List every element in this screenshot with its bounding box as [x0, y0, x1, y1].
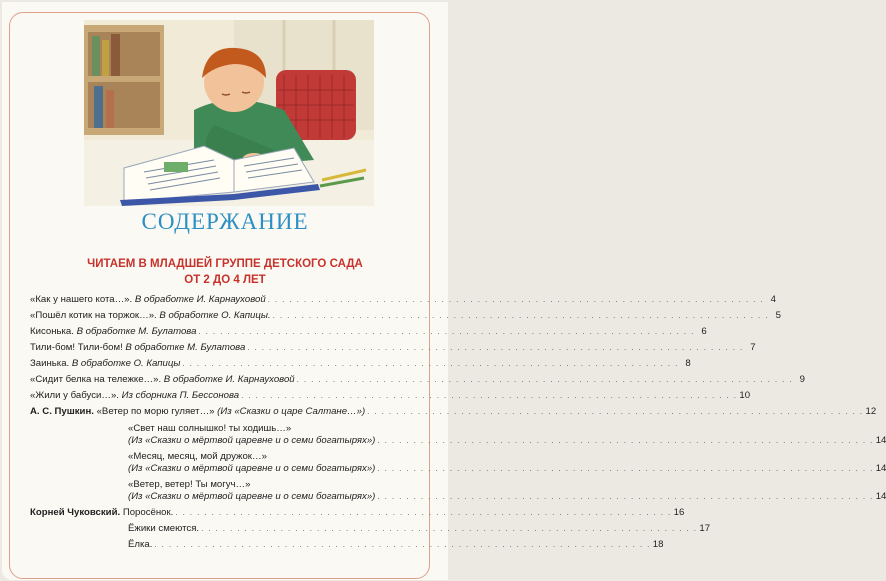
- toc-author-entry: А. С. Пушкин. «Ветер по морю гуляет…» (Из «Сказки о царе Салтане…») . . . . . . . . . . . . . . . . . . . . . . . . . . . . . . . . . . . . . . . . . . . . . . . . . . . . . . . . . . . . . . . . . . . . . 12: [30, 406, 877, 417]
- toc-subentry: (Из «Сказки о мёртвой царевне и о семи богатырях») . . . . . . . . . . . . . . . . . . . . . . . . . . . . . . . . . . . . . . . . . . . . . . . . . . . . . . . . . . . . . . . . . . . . . 14: [128, 463, 886, 474]
- toc-entry: «Пошёл котик на торжок…». В обработке О. Капицы. . . . . . . . . . . . . . . . . . . . . . . . . . . . . . . . . . . . . . . . . . . . . . . . . . . . . . . . . . . . . . . . . . . . . . 5: [30, 310, 781, 321]
- toc-entry: Тили-бом! Тили-бом! В обработке М. Булатова . . . . . . . . . . . . . . . . . . . . . . . . . . . . . . . . . . . . . . . . . . . . . . . . . . . . . . . . . . . . . . . . . . . . . 7: [30, 342, 756, 353]
- section-age-range: ОТ 2 ДО 4 ЛЕТ: [184, 274, 266, 286]
- toc-subentry: Ёжики смеются. . . . . . . . . . . . . . . . . . . . . . . . . . . . . . . . . . . . . . . . . . . . . . . . . . . . . . . . . . . . . . . . . . . . . . 17: [128, 523, 711, 534]
- author-name: А. С. Пушкин.: [30, 406, 94, 417]
- toc-entry: Кисонька. В обработке М. Булатова . . . . . . . . . . . . . . . . . . . . . . . . . . . . . . . . . . . . . . . . . . . . . . . . . . . . . . . . . . . . . . . . . . . . . 6: [30, 326, 707, 337]
- toc-subentry: (Из «Сказки о мёртвой царевне и о семи богатырях») . . . . . . . . . . . . . . . . . . . . . . . . . . . . . . . . . . . . . . . . . . . . . . . . . . . . . . . . . . . . . . . . . . . . . 14: [128, 435, 886, 446]
- author-name: Корней Чуковский.: [30, 507, 121, 518]
- toc-subentry: (Из «Сказки о мёртвой царевне и о семи богатырях») . . . . . . . . . . . . . . . . . . . . . . . . . . . . . . . . . . . . . . . . . . . . . . . . . . . . . . . . . . . . . . . . . . . . . 14: [128, 491, 886, 502]
- toc-subentry-title: «Месяц, месяц, мой дружок…»: [128, 451, 267, 462]
- boy-reading-illustration: [84, 20, 374, 206]
- toc-entry: Заинька. В обработке О. Капицы . . . . . . . . . . . . . . . . . . . . . . . . . . . . . . . . . . . . . . . . . . . . . . . . . . . . . . . . . . . . . . . . . . . . . 8: [30, 358, 691, 369]
- toc-entry: «Жили у бабуси…». Из сборника П. Бессонова . . . . . . . . . . . . . . . . . . . . . . . . . . . . . . . . . . . . . . . . . . . . . . . . . . . . . . . . . . . . . . . . . . . . . 10: [30, 390, 751, 401]
- toc-subentry-title: «Ветер, ветер! Ты могуч…»: [128, 479, 251, 490]
- toc-entry: «Как у нашего кота…». В обработке И. Карнауховой . . . . . . . . . . . . . . . . . . . . . . . . . . . . . . . . . . . . . . . . . . . . . . . . . . . . . . . . . . . . . . . . . . . . . 4: [30, 294, 776, 305]
- toc-subentry-title: «Свет наш солнышко! ты ходишь…»: [128, 423, 292, 434]
- toc-subentry: Ёлка. . . . . . . . . . . . . . . . . . . . . . . . . . . . . . . . . . . . . . . . . . . . . . . . . . . . . . . . . . . . . . . . . . . . . . 18: [128, 539, 664, 550]
- section-heading: ЧИТАЕМ В МЛАДШЕЙ ГРУППЕ ДЕТСКОГО САДА: [87, 258, 363, 270]
- toc-author-entry: Корней Чуковский. Поросёнок. . . . . . . . . . . . . . . . . . . . . . . . . . . . . . . . . . . . . . . . . . . . . . . . . . . . . . . . . . . . . . . . . . . . . . 16: [30, 507, 685, 518]
- toc-entry: «Сидит белка на тележке…». В обработке И. Карнауховой . . . . . . . . . . . . . . . . . . . . . . . . . . . . . . . . . . . . . . . . . . . . . . . . . . . . . . . . . . . . . . . . . . . . . 9: [30, 374, 805, 385]
- toc-title: СОДЕРЖАНИЕ: [141, 209, 309, 234]
